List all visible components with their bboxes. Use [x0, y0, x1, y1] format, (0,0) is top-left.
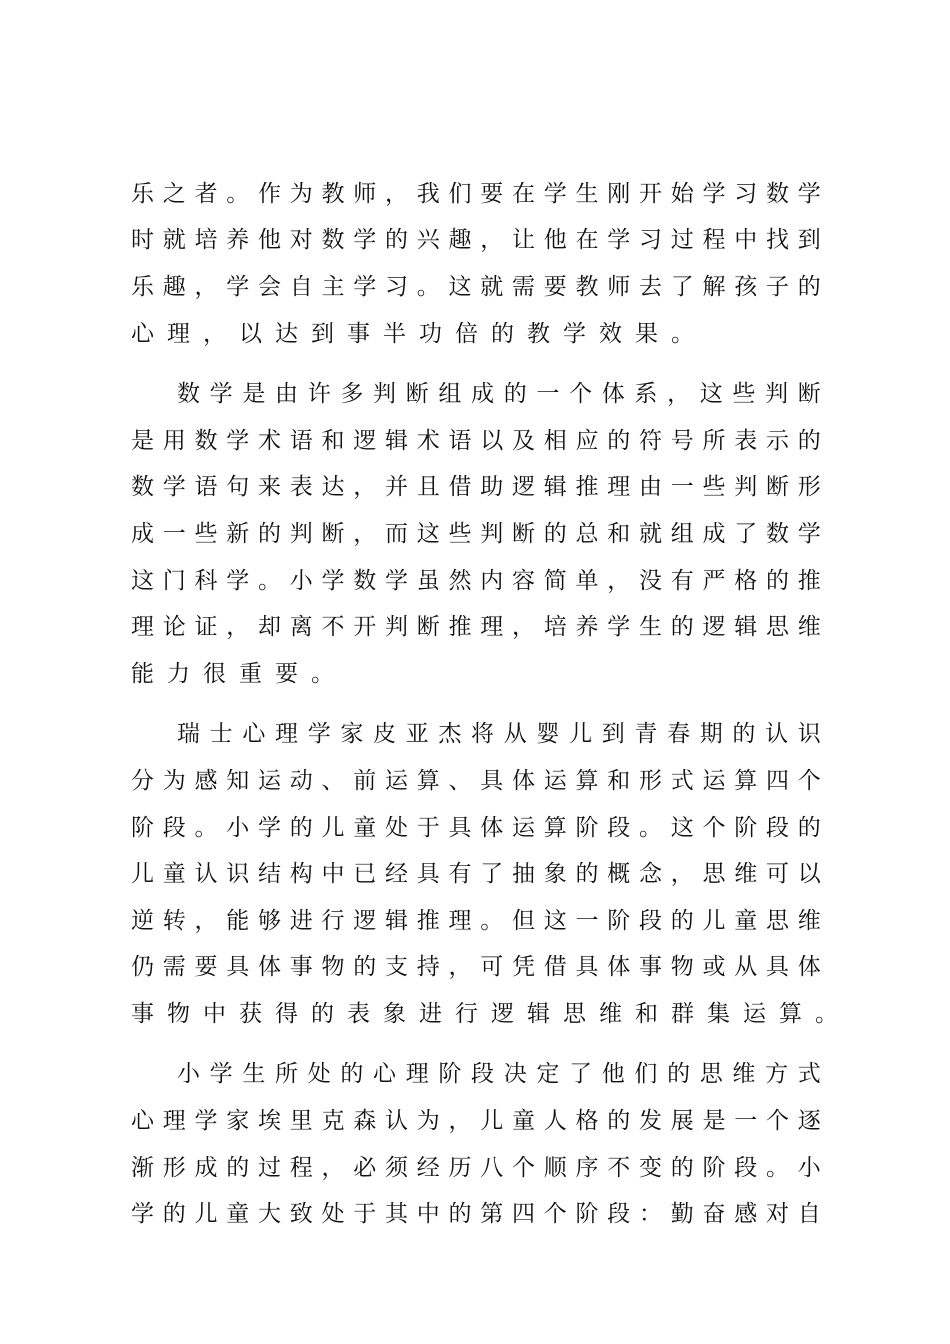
text-line: 分 为 感 知 运 动 、 前 运 算 、 具 体 运 算 和 形 式 运 算 四 个: [131, 767, 821, 794]
text-line: 乐 趣 ， 学 会 自 主 学 习 。 这 就 需 要 教 师 去 了 解 孩 子 的: [131, 273, 821, 300]
text-line: 瑞 士 心 理 学 家 皮 亚 杰 将 从 婴 儿 到 青 春 期 的 认 识: [177, 721, 821, 748]
text-line: 仍 需 要 具 体 事 物 的 支 持 ， 可 凭 借 具 体 事 物 或 从 具 体: [131, 954, 821, 981]
text-line: 乐 之 者 。 作 为 教 师 ， 我 们 要 在 学 生 刚 开 始 学 习 数 学: [131, 180, 821, 207]
paragraph: [131, 168, 821, 354]
text-line: 事 物 中 获 得 的 表 象 进 行 逻 辑 思 维 和 群 集 运 算 。: [131, 1000, 838, 1027]
paragraph: [131, 709, 838, 1035]
text-line: 这 门 科 学 。 小 学 数 学 虽 然 内 容 简 单 ， 没 有 严 格 的 推: [131, 567, 821, 594]
text-line: 心 理 ， 以 达 到 事 半 功 倍 的 教 学 效 果 。: [131, 320, 694, 347]
text-line: 小 学 生 所 处 的 心 理 阶 段 决 定 了 他 们 的 思 维 方 式: [177, 1061, 821, 1088]
text-line: 逆 转 ， 能 够 进 行 逻 辑 推 理 。 但 这 一 阶 段 的 儿 童 思 维: [131, 907, 821, 934]
body-text: [131, 168, 838, 1235]
paragraph: [131, 368, 821, 694]
text-line: 阶 段 。 小 学 的 儿 童 处 于 具 体 运 算 阶 段 。 这 个 阶 段 的: [131, 814, 821, 841]
text-line: 数 学 是 由 许 多 判 断 组 成 的 一 个 体 系 ， 这 些 判 断: [177, 381, 821, 408]
text-line: 理 论 证 ， 却 离 不 开 判 断 推 理 ， 培 养 学 生 的 逻 辑 思 维: [131, 614, 821, 641]
text-line: 成 一 些 新 的 判 断 ， 而 这 些 判 断 的 总 和 就 组 成 了 数 学: [131, 520, 821, 547]
text-line: 是 用 数 学 术 语 和 逻 辑 术 语 以 及 相 应 的 符 号 所 表 示 的: [131, 427, 821, 454]
paragraph: [131, 1049, 821, 1235]
text-line: 数 学 语 句 来 表 达 ， 并 且 借 助 逻 辑 推 理 由 一 些 判 断 形: [131, 474, 821, 501]
text-line: 儿 童 认 识 结 构 中 已 经 具 有 了 抽 象 的 概 念 ， 思 维 可 以: [131, 861, 821, 888]
text-line: 能 力 很 重 要 。: [131, 660, 334, 687]
text-line: 学 的 儿 童 大 致 处 于 其 中 的 第 四 个 阶 段 ： 勤 奋 感 对 自: [131, 1201, 821, 1228]
text-line: 时 就 培 养 他 对 数 学 的 兴 趣 ， 让 他 在 学 习 过 程 中 找 到: [131, 227, 821, 254]
text-line: 渐 形 成 的 过 程 ， 必 须 经 历 八 个 顺 序 不 变 的 阶 段 。 小: [131, 1154, 821, 1181]
text-line: 心 理 学 家 埃 里 克 森 认 为 ， 儿 童 人 格 的 发 展 是 一 个 逐: [131, 1108, 821, 1135]
